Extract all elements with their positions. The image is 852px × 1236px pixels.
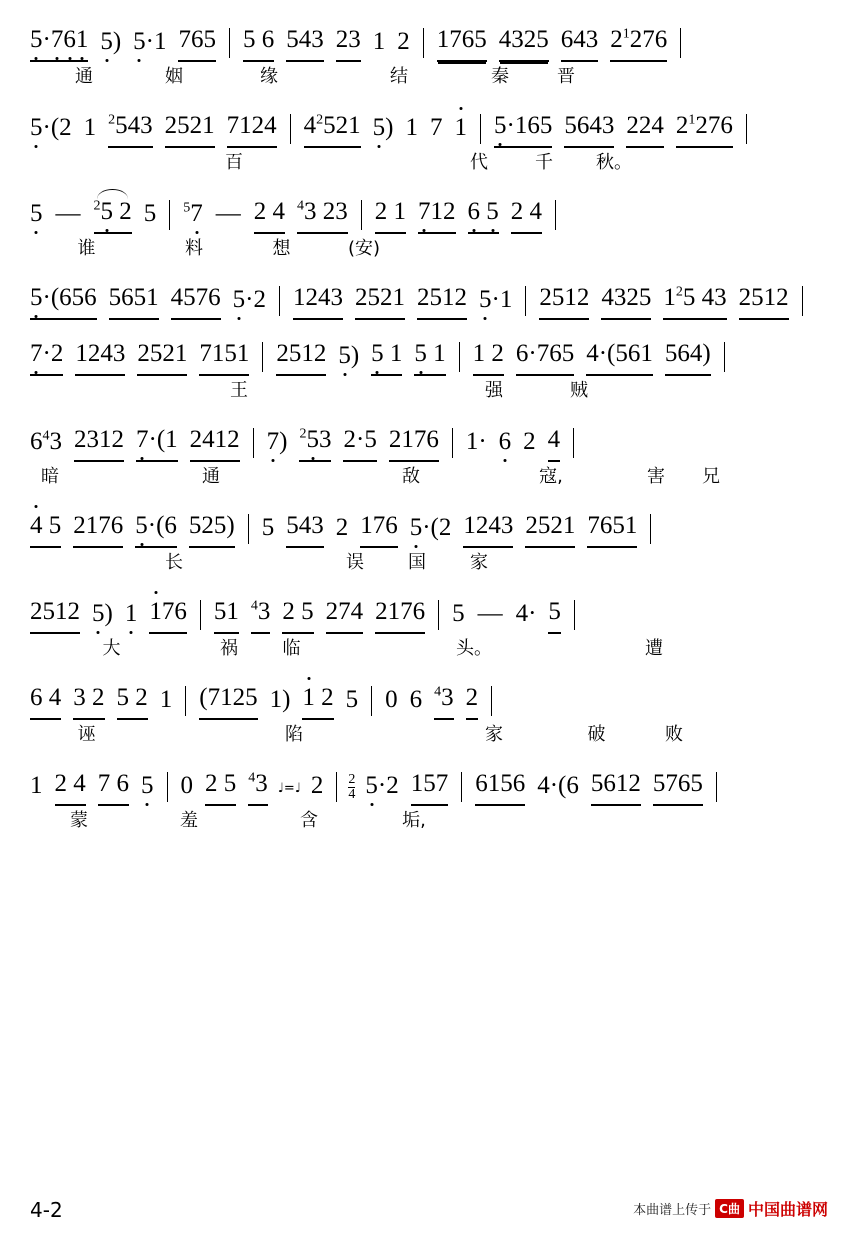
lyric: 秦: [491, 66, 509, 87]
barline: [746, 114, 747, 144]
lyric: 诬: [77, 724, 96, 745]
note-group: $1^25$ 43: [663, 284, 726, 320]
note-group: $2^1276$: [676, 112, 733, 148]
notes-row-5: [24, 328, 828, 376]
note-group: $^4$3: [248, 770, 268, 806]
lyric: 大: [102, 638, 121, 659]
note-group: 543: [286, 26, 324, 62]
note-group: 4 5: [30, 512, 61, 548]
notes-row-7: [24, 500, 828, 548]
note-group: $4^2521$: [304, 112, 361, 148]
lyric: 害: [647, 466, 665, 487]
note-group: 5·761: [30, 26, 88, 62]
note-group: 1 2: [473, 340, 504, 376]
note-group: $^4$3 23: [297, 198, 348, 234]
note-group: 5643: [564, 112, 614, 148]
note-group: 2·5: [343, 426, 376, 462]
lyric: 百: [225, 152, 243, 173]
note-group: 2: [523, 428, 536, 455]
note-extender: —: [55, 200, 81, 227]
note-group: 5 1: [414, 340, 445, 376]
note-group: 1765: [437, 26, 487, 62]
note-group: 4576: [171, 284, 221, 320]
music-system-8: [24, 586, 828, 664]
notes-row-4: [24, 272, 828, 320]
barline: [525, 286, 526, 316]
lyric: 千: [535, 152, 553, 173]
note-group: 5): [92, 600, 113, 627]
note-group: 176: [360, 512, 398, 548]
barline: [555, 200, 556, 230]
lyrics-row-1: [24, 62, 828, 92]
lyric: 通: [75, 66, 93, 87]
note-group: 7 6: [98, 770, 129, 806]
note-group: $^4$3: [251, 598, 271, 634]
lyric: 谁: [77, 238, 96, 259]
barline: [185, 686, 186, 716]
music-system-5: [24, 328, 828, 406]
note-group: 5: [143, 200, 157, 227]
note-group: 7·2: [30, 340, 63, 376]
lyric: 垢,: [402, 810, 426, 831]
note-group: 2312: [74, 426, 124, 462]
notes-row-9: [24, 672, 828, 720]
lyrics-row-6: [24, 462, 828, 492]
music-system-7: [24, 500, 828, 578]
credit-prefix: 本曲谱上传于: [633, 1203, 712, 1218]
note-group: 5·165: [494, 112, 552, 148]
music-system-3: [24, 186, 828, 264]
barline: [452, 428, 453, 458]
note-group: 5·(656: [30, 284, 97, 320]
note-group: 1 2: [302, 684, 333, 720]
note-group: 2: [310, 772, 324, 799]
lyric: 陷: [285, 724, 303, 745]
note-group: 5·(2: [30, 114, 72, 141]
barline: [802, 286, 803, 316]
note-group: 2 4: [55, 770, 86, 806]
note-group: $^5$7: [183, 200, 203, 227]
note-group: 2 4: [254, 198, 285, 234]
notes-row-1: [24, 14, 828, 62]
note-group: 5: [452, 600, 465, 627]
note-group: 1243: [75, 340, 125, 376]
note-group: 5: [345, 686, 359, 713]
note-group: 6·765: [516, 340, 574, 376]
note-group: 7·(1: [136, 426, 178, 462]
time-signature: 2 4: [348, 772, 356, 802]
note-group: 1: [124, 600, 138, 627]
barline: [459, 342, 460, 372]
lyrics-row-5: [24, 376, 828, 406]
barline: [253, 428, 254, 458]
lyric: 强: [485, 380, 503, 401]
lyric: 误: [346, 552, 364, 573]
site-name[interactable]: 中国曲谱网: [747, 1200, 828, 1219]
note-group: 2521: [137, 340, 187, 376]
lyric: 含: [300, 810, 318, 831]
note-group: 4325: [601, 284, 651, 320]
lyric: 祸: [220, 638, 238, 659]
note-group: 4: [548, 426, 561, 462]
lyric: 家: [470, 552, 488, 573]
note-group: 4325: [499, 26, 549, 62]
note-group: 5: [141, 772, 154, 799]
credit-line: [633, 1197, 828, 1220]
note-group: 5·(2: [409, 514, 452, 541]
barline: [169, 200, 170, 230]
note-group: 2176: [389, 426, 439, 462]
note-group: 564): [665, 340, 711, 376]
note-group: 5651: [109, 284, 159, 320]
lyrics-row-2: [24, 148, 828, 178]
lyric: 蒙: [70, 810, 88, 831]
note-group: $^2$5 2: [94, 198, 132, 234]
notes-row-3: [24, 186, 828, 234]
note-group: $^2$543: [108, 112, 153, 148]
note-group: 5): [372, 114, 394, 141]
lyrics-row-3: [24, 234, 828, 264]
lyric: 羞: [180, 810, 198, 831]
barline: [650, 514, 651, 544]
barline: [167, 772, 168, 802]
note-group: 0: [385, 686, 398, 713]
note-group: 2176: [375, 598, 425, 634]
note-group: 7151: [199, 340, 249, 376]
lyric: (安): [347, 238, 381, 259]
note-group: 1: [454, 114, 467, 141]
note-group: 6 4: [30, 684, 61, 720]
lyric: 寇,: [539, 466, 563, 487]
lyric: 兄: [702, 466, 720, 487]
note-group: 4·(6: [537, 772, 579, 799]
lyric: 临: [282, 638, 301, 659]
lyric: 国: [408, 552, 426, 573]
note-group: $2^1276$: [610, 26, 667, 62]
note-group: 2521: [165, 112, 215, 148]
barline: [491, 686, 492, 716]
note-group: 6: [409, 686, 423, 713]
music-system-1: [24, 14, 828, 92]
note-group: 2 5: [282, 598, 313, 634]
note-group: 5·2: [232, 286, 266, 313]
barline: [262, 342, 263, 372]
notes-row-2: [24, 100, 828, 148]
note-group: 2512: [30, 598, 80, 634]
lyric: 破: [587, 724, 606, 745]
note-group: 2521: [355, 284, 405, 320]
note-group: 1243: [463, 512, 513, 548]
note-group: 1243: [293, 284, 343, 320]
barline: [200, 600, 201, 630]
lyrics-row-10: [24, 806, 828, 836]
note-group: 2 1: [375, 198, 406, 234]
note-group: 1): [269, 686, 291, 713]
lyric: 贼: [570, 380, 588, 401]
note-group: 5: [261, 514, 275, 541]
notes-row-6: [24, 414, 828, 462]
note-group: $6^43$: [30, 428, 62, 455]
note-group: 5612: [591, 770, 641, 806]
lyrics-row-7: [24, 548, 828, 578]
note-group: 2512: [539, 284, 589, 320]
music-system-6: [24, 414, 828, 492]
lyric: 姻: [165, 66, 183, 87]
lyric: 家: [485, 724, 503, 745]
music-system-9: [24, 672, 828, 750]
note-group: 6156: [475, 770, 525, 806]
lyric: 暗: [41, 466, 59, 487]
note-group: 5: [548, 598, 561, 634]
note-group: 7124: [227, 112, 277, 148]
barline: [573, 428, 574, 458]
lyric: 缘: [260, 66, 278, 87]
lyrics-row-9: [24, 720, 828, 750]
tempo-marking: ♩=♩: [277, 781, 301, 796]
barline: [371, 686, 372, 716]
lyric: 料: [185, 238, 203, 259]
note-group: 176: [149, 598, 187, 634]
note-group: 1: [405, 114, 418, 141]
note-group: 5·1: [478, 286, 513, 313]
note-group: 2 4: [511, 198, 542, 234]
note-group: 525): [189, 512, 235, 548]
barline: [279, 286, 280, 316]
note-group: 274: [326, 598, 364, 634]
lyrics-row-8: [24, 634, 828, 664]
note-group: 4·: [515, 600, 537, 627]
site-logo-icon: C曲: [715, 1199, 744, 1218]
note-group: 5765: [653, 770, 703, 806]
note-group: 2176: [73, 512, 123, 548]
note-group: 7651: [587, 512, 637, 548]
note-group: 2: [335, 514, 349, 541]
note-group: 5: [30, 200, 43, 227]
lyric: 代: [470, 152, 488, 173]
lyric: 遭: [645, 638, 663, 659]
music-system-4: [24, 272, 828, 320]
note-group: 5 6: [243, 26, 274, 62]
note-group: 1: [372, 28, 386, 55]
note-group: 6: [498, 428, 512, 455]
note-group: 765: [178, 26, 216, 62]
barline: [724, 342, 725, 372]
notes-row-8: [24, 586, 828, 634]
note-group: 2412: [190, 426, 240, 462]
note-group: 7): [266, 428, 288, 455]
lyric: 头。: [456, 638, 492, 659]
lyric: 敌: [402, 466, 420, 487]
note-group: 1: [30, 772, 43, 799]
note-group: 6 5: [468, 198, 499, 234]
note-group: 2512: [417, 284, 467, 320]
barline: [680, 28, 681, 58]
page-number: 4-2: [30, 1198, 63, 1222]
lyric: 晋: [557, 66, 575, 87]
note-group: 4·(561: [586, 340, 653, 376]
note-group: 5 1: [371, 340, 402, 376]
barline: [574, 600, 575, 630]
lyric: 秋。: [596, 152, 632, 173]
barline: [438, 600, 439, 630]
lyric: 王: [230, 380, 248, 401]
lyric: 结: [390, 66, 408, 87]
note-group: $^4$3: [434, 684, 454, 720]
note-group: 2512: [276, 340, 326, 376]
note-group: 7: [429, 114, 443, 141]
barline: [423, 28, 424, 58]
note-group: 51: [214, 598, 239, 634]
note-group: 1: [159, 686, 173, 713]
barline: [461, 772, 462, 802]
note-group: 0: [180, 772, 193, 799]
note-group: 2: [397, 28, 410, 55]
note-group: 1: [83, 114, 97, 141]
note-group: (7125: [199, 684, 257, 720]
note-extender: —: [215, 200, 241, 227]
lyric: 想: [272, 238, 291, 259]
note-group: 5 2: [117, 684, 148, 720]
lyric: 败: [665, 724, 683, 745]
note-group: 2521: [525, 512, 575, 548]
barline: [361, 200, 362, 230]
note-group: 643: [561, 26, 599, 62]
note-group: 5): [338, 342, 360, 369]
note-group: 3 2: [73, 684, 104, 720]
music-system-2: [24, 100, 828, 178]
barline: [248, 514, 249, 544]
music-system-10: [24, 758, 828, 836]
note-group: $^2$53: [299, 426, 331, 462]
note-group: 5·(6: [135, 512, 177, 548]
barline: [229, 28, 230, 58]
note-group: 157: [411, 770, 449, 806]
note-group: 2 5: [205, 770, 236, 806]
note-extender: —: [477, 600, 503, 627]
note-group: 5): [100, 28, 122, 55]
note-group: 5·1: [133, 28, 167, 55]
note-group: 23: [336, 26, 361, 62]
note-group: 2: [466, 684, 479, 720]
note-group: 2512: [739, 284, 789, 320]
lyric: 长: [165, 552, 183, 573]
note-group: 224: [626, 112, 664, 148]
note-group: 543: [286, 512, 324, 548]
note-group: 5·2: [365, 772, 399, 799]
barline: [480, 114, 481, 144]
note-group: 1·: [465, 428, 487, 455]
note-group: 712: [418, 198, 456, 234]
barline: [716, 772, 717, 802]
lyric: 通: [202, 466, 220, 487]
barline: [290, 114, 291, 144]
barline: [336, 772, 337, 802]
notes-row-10: [24, 758, 828, 806]
